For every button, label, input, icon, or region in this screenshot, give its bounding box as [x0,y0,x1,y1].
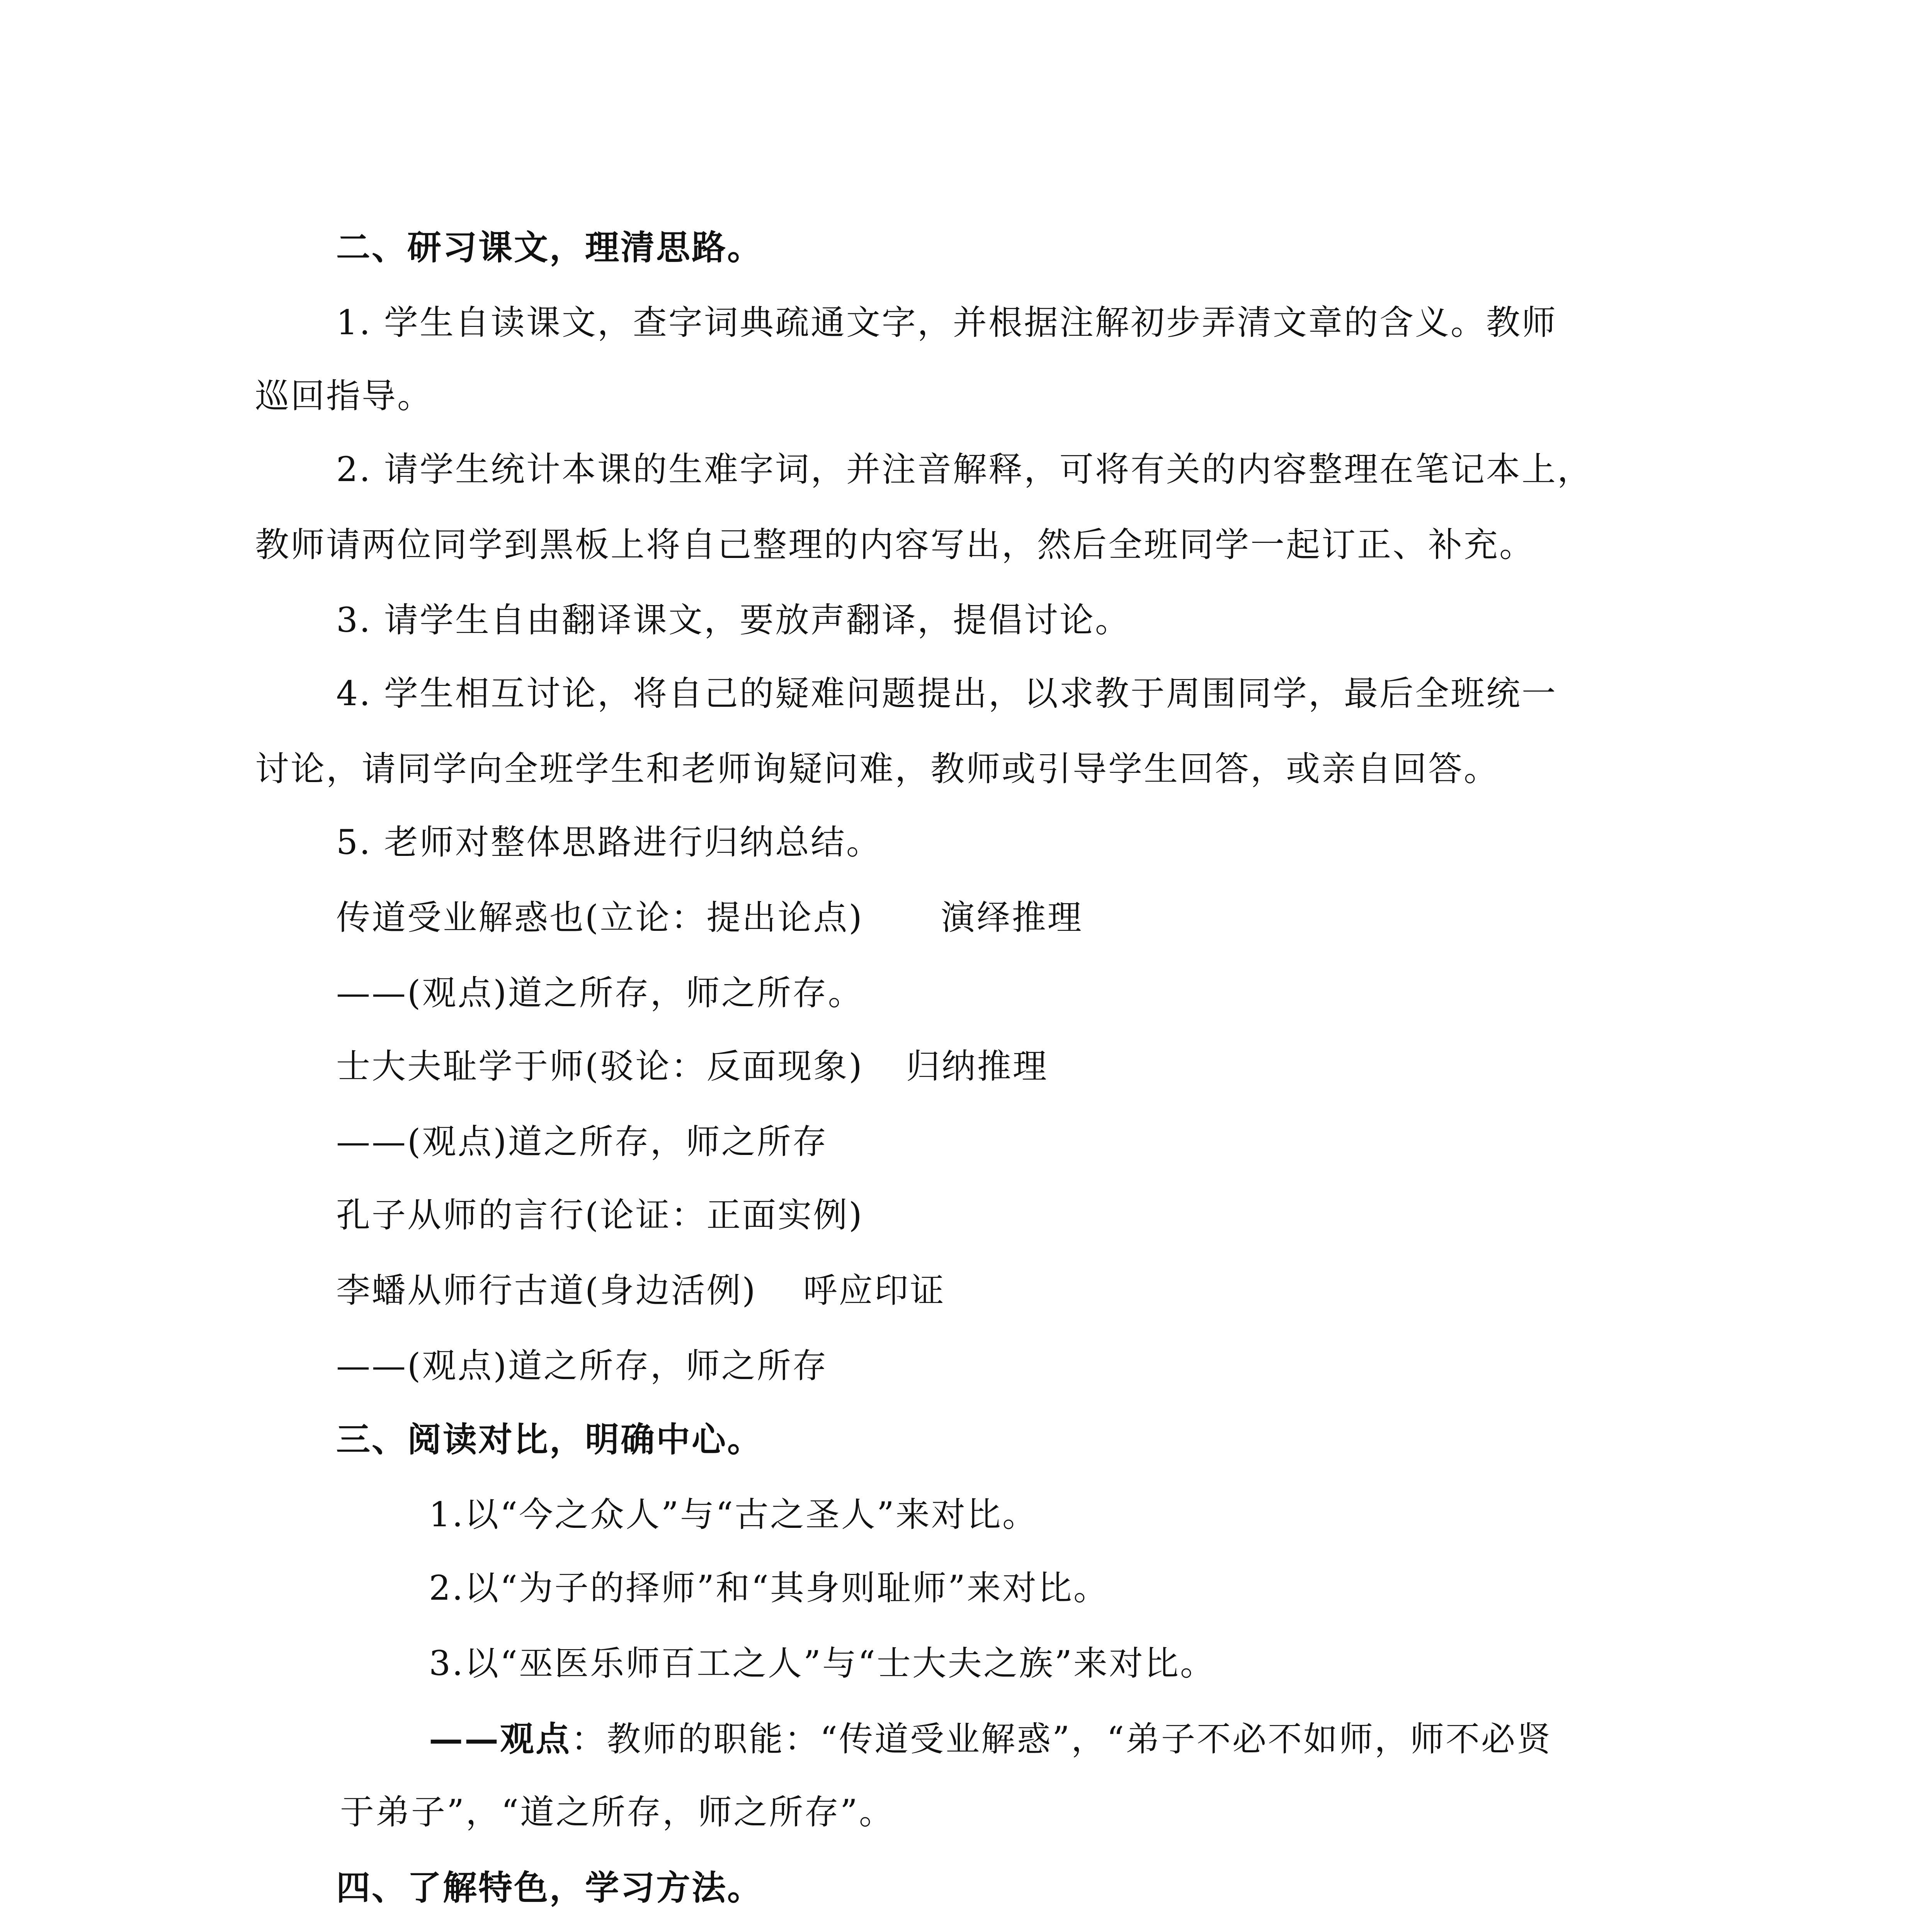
paragraph-3: 3. 请学生自由翻译课文，要放声翻译，提倡讨论。 [336,600,1131,640]
structure-line-7: ——(观点)道之所存，师之所存 [336,1346,828,1386]
viewpoint-label: ——观点 [429,1719,572,1759]
structure-line-3 [336,1043,1048,1090]
heading-section-3: 三、阅读对比，明确中心。 [336,1419,763,1459]
contrast-item-1: 1.以“今之众人”与“古之圣人”来对比。 [429,1495,1038,1534]
viewpoint-line-cont: 于弟子”，“道之所存，师之所存”。 [340,1792,895,1832]
structure-method: 归纳推理 [906,1046,1048,1086]
contrast-item-3: 3.以“巫医乐师百工之人”与“士大夫之族”来对比。 [429,1643,1216,1683]
paragraph-1: 1. 学生自读课文，查字词典疏通文字，并根据注解初步弄清文章的含义。教师 [336,303,1557,342]
structure-line-6 [336,1267,946,1314]
structure-line-1 [336,895,1083,941]
structure-text: 传道受业解惑也(立论：提出论点) [336,898,864,937]
structure-text: 李蟠从师行古道(身边活例) [336,1270,757,1310]
heading-section-2: 二、研习课文，理清思路。 [336,227,763,267]
contrast-item-2: 2.以“为子的择师”和“其身则耻师”来对比。 [429,1568,1109,1608]
paragraph-4: 4. 学生相互讨论，将自己的疑难问题提出，以求教于周围同学，最后全班统一 [336,673,1557,713]
paragraph-1-cont: 巡回指导。 [255,376,433,416]
viewpoint-text: ：教师的职能：“传道受业解惑”，“弟子不必不如师，师不必贤 [571,1719,1552,1759]
structure-text: 士大夫耻学于师(驳论：反面现象) [336,1046,864,1086]
heading-section-4: 四、了解特色，学习方法。 [336,1867,763,1908]
structure-line-4: ——(观点)道之所存，师之所存 [336,1122,828,1162]
viewpoint-line [429,1716,1552,1762]
paragraph-2-cont: 教师请两位同学到黑板上将自己整理的内容写出，然后全班同学一起订正、补充。 [255,525,1535,565]
paragraph-4-cont: 讨论，请同学向全班学生和老师询疑问难，教师或引导学生回答，或亲自回答。 [255,749,1500,789]
paragraph-5: 5. 老师对整体思路进行归纳总结。 [336,822,882,862]
structure-method: 演绎推理 [941,898,1083,937]
structure-line-2: ——(观点)道之所存，师之所存。 [336,973,864,1013]
structure-method: 呼应印证 [803,1270,946,1310]
structure-line-5: 孔子从师的言行(论证：正面实例) [336,1195,864,1235]
paragraph-2: 2. 请学生统计本课的生难字词，并注音解释，可将有关的内容整理在笔记本上， [336,449,1593,489]
